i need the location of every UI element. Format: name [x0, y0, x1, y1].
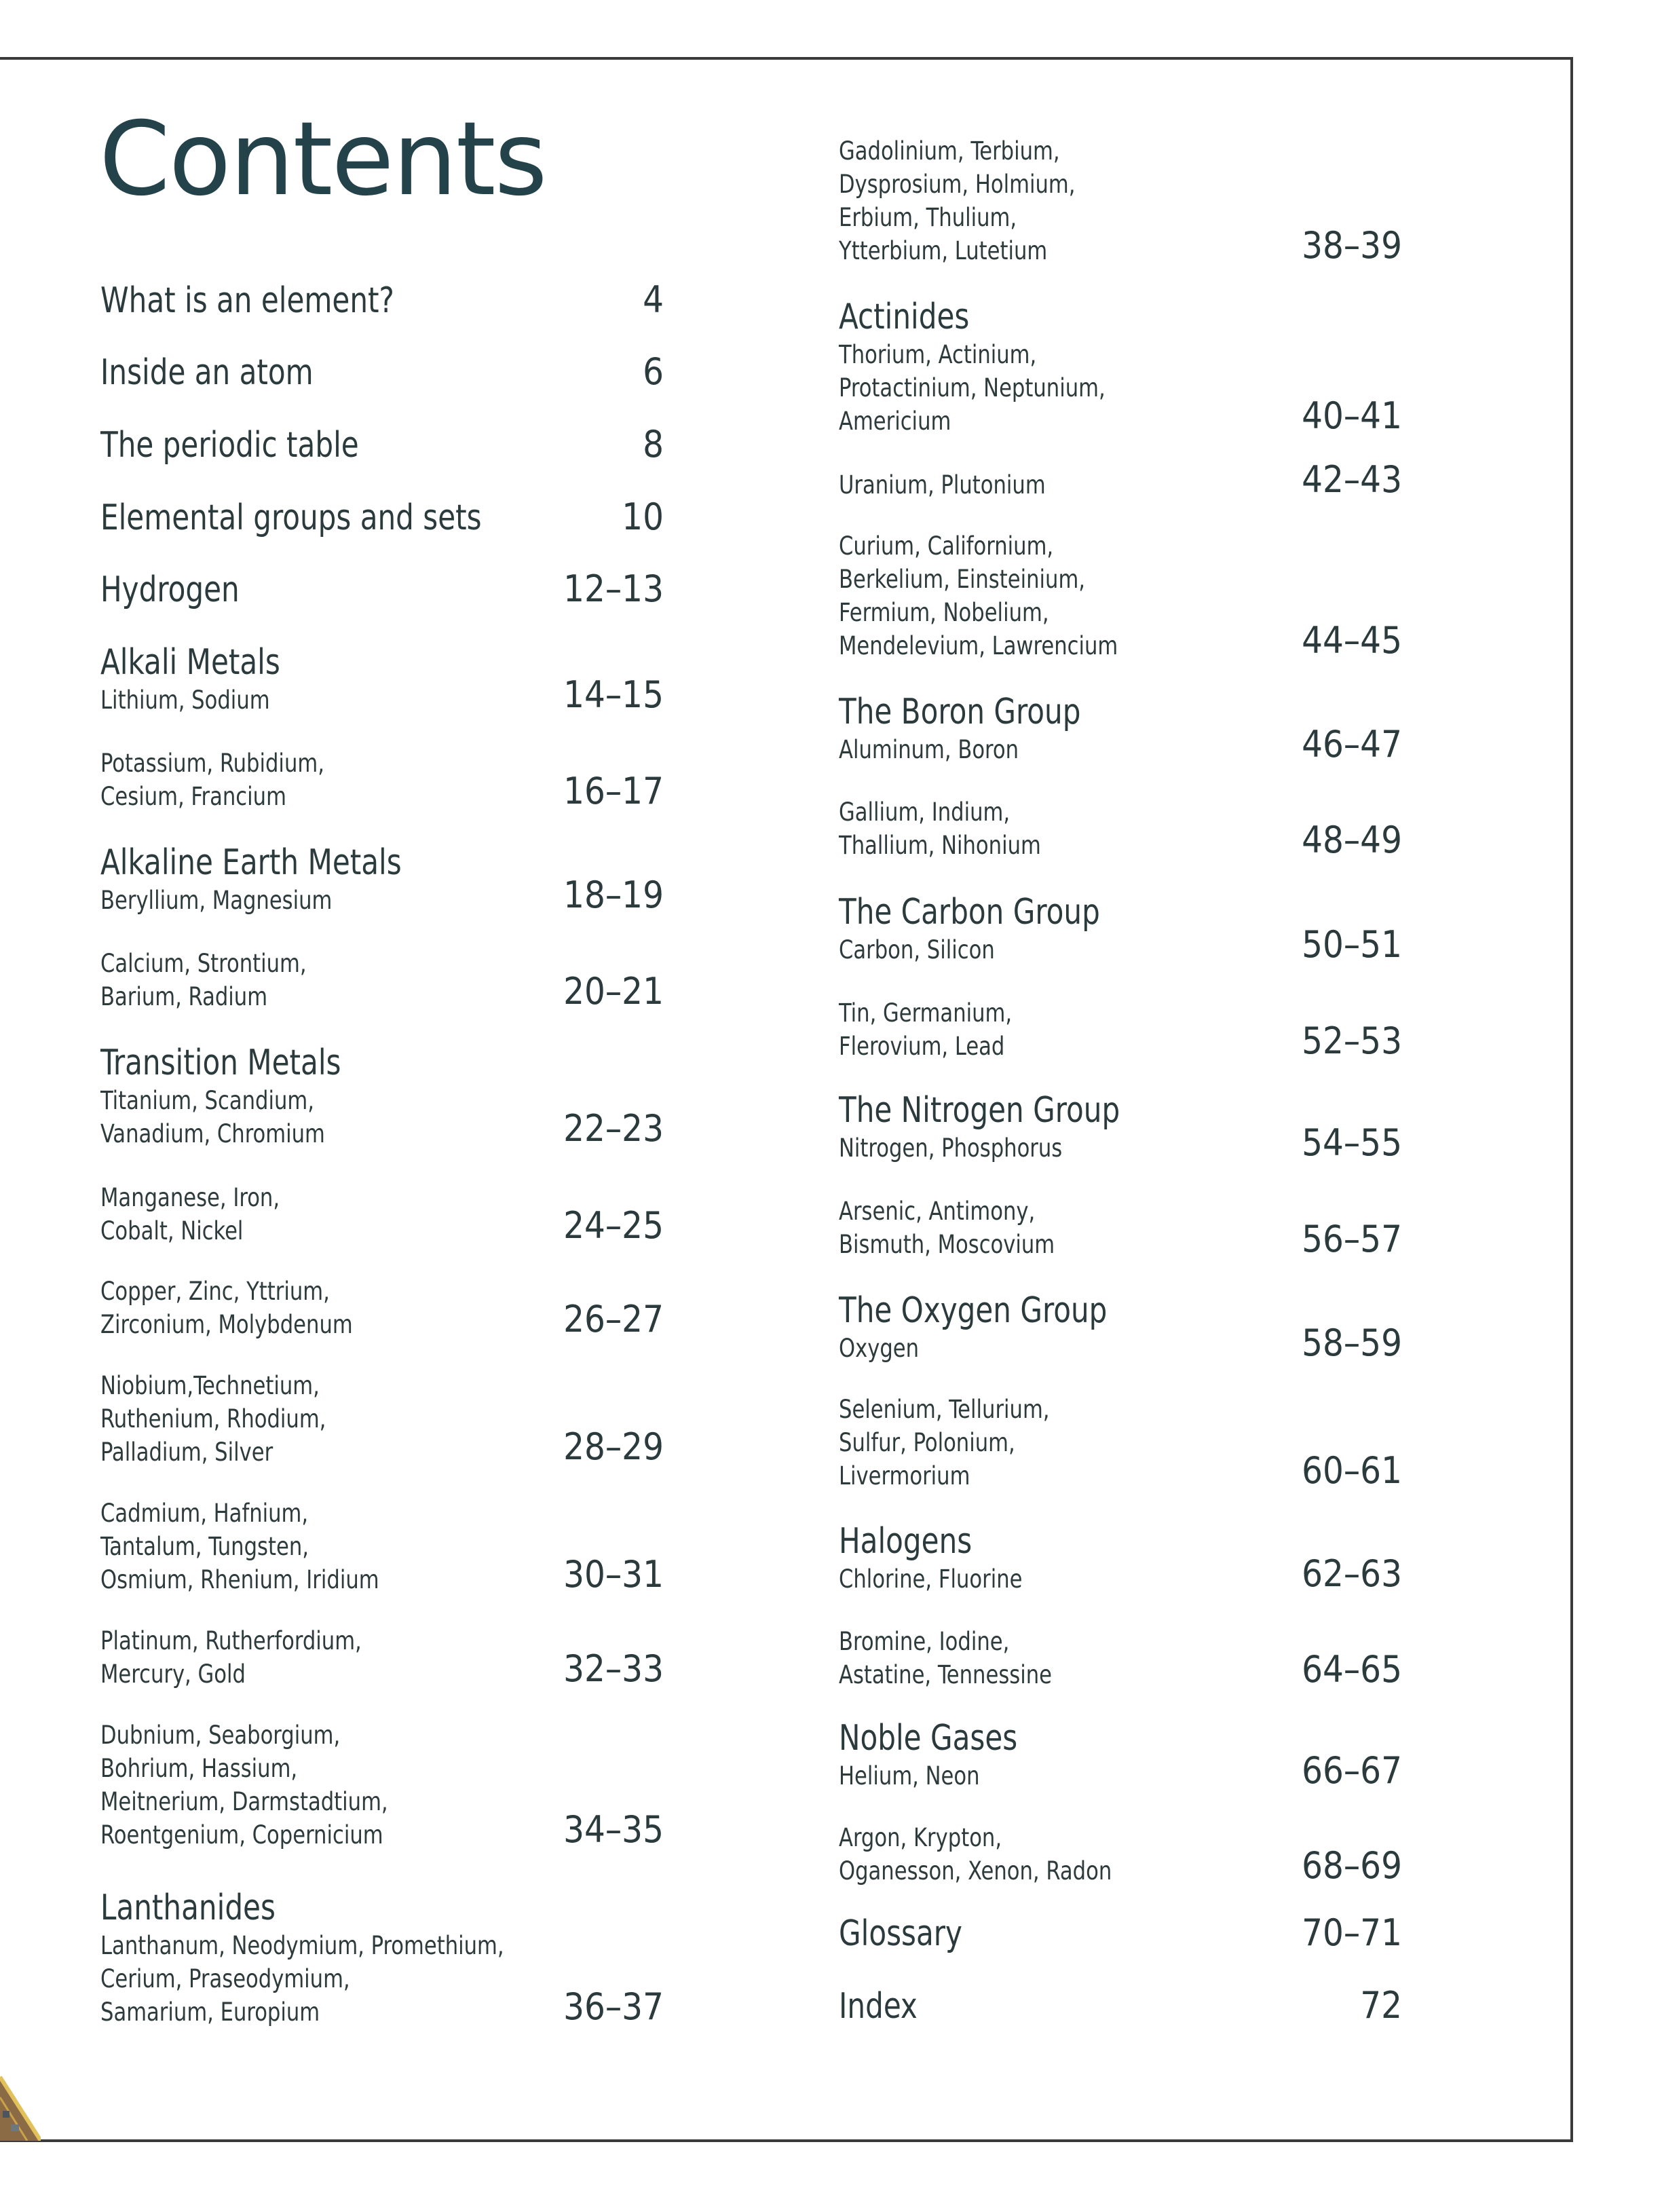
toc-page-number: 24–25	[563, 1204, 664, 1247]
toc-entry[interactable]	[839, 996, 1402, 1063]
toc-page-number: 66–67	[1302, 1749, 1402, 1792]
toc-entry[interactable]	[839, 458, 1402, 502]
toc-entry-heading: Noble Gases	[839, 1718, 1018, 1759]
toc-entry-subitem: Cobalt, Nickel	[100, 1216, 244, 1245]
toc-entry[interactable]	[100, 1369, 664, 1469]
toc-entry-subitem: Americium	[839, 407, 951, 436]
toc-entry[interactable]	[839, 1520, 1402, 1596]
toc-page-number: 46–47	[1302, 723, 1402, 766]
toc-entry-subitem: Ruthenium, Rhodium,	[100, 1404, 326, 1433]
toc-entry-heading: Alkali Metals	[100, 642, 280, 683]
toc-entry-heading: The Oxygen Group	[839, 1290, 1108, 1331]
toc-entry-subitem: Fermium, Nobelium,	[839, 598, 1049, 627]
toc-entry-subitem: Dysprosium, Holmium,	[839, 170, 1076, 199]
toc-entry-subitem: Potassium, Rubidium,	[100, 749, 324, 778]
toc-entry-subitem: Berkelium, Einsteinium,	[839, 565, 1086, 594]
toc-entry-subitem: Titanium, Scandium,	[100, 1086, 314, 1115]
toc-entry-subitem: Bromine, Iodine,	[839, 1627, 1010, 1656]
toc-entry-subitem: Zirconium, Molybdenum	[100, 1310, 353, 1339]
toc-entry-subitem: Selenium, Tellurium,	[839, 1395, 1050, 1424]
toc-entry-subitem: Cadmium, Hafnium,	[100, 1499, 309, 1528]
toc-entry-subitem: Samarium, Europium	[100, 1998, 320, 2027]
toc-entry-heading: The Boron Group	[839, 692, 1081, 732]
toc-entry-subitem: Palladium, Silver	[100, 1438, 273, 1467]
page-title: Contents	[99, 100, 546, 219]
toc-entry-heading: Elemental groups and sets	[100, 498, 482, 538]
toc-entry-subitem: Argon, Krypton,	[839, 1823, 1002, 1852]
toc-entry[interactable]	[100, 1275, 664, 1341]
toc-page-number: 68–69	[1302, 1844, 1402, 1887]
toc-entry-subitem: Mendelevium, Lawrencium	[839, 631, 1118, 660]
toc-page-number: 60–61	[1302, 1449, 1402, 1492]
toc-entry-subitem: Livermorium	[839, 1461, 970, 1491]
toc-entry-subitem: Flerovium, Lead	[839, 1032, 1005, 1061]
toc-entry[interactable]	[839, 1913, 1402, 1955]
toc-entry-subitem: Oganesson, Xenon, Radon	[839, 1856, 1112, 1886]
toc-entry[interactable]	[839, 1985, 1402, 2027]
toc-entry-subitem: Astatine, Tennessine	[839, 1660, 1053, 1689]
toc-entry[interactable]	[839, 134, 1402, 267]
toc-page-number: 30–31	[563, 1553, 664, 1596]
toc-entry[interactable]	[100, 1181, 664, 1248]
toc-entry-subitem: Protactinium, Neptunium,	[839, 373, 1106, 402]
toc-page-number: 32–33	[563, 1647, 664, 1690]
toc-entry[interactable]	[100, 947, 664, 1013]
toc-page-number: 58–59	[1302, 1321, 1402, 1364]
toc-entry-subitem: Oxygen	[839, 1334, 920, 1363]
toc-entry-heading: What is an element?	[100, 280, 394, 321]
toc-entry-heading: The Carbon Group	[839, 892, 1100, 933]
toc-entry-subitem: Mercury, Gold	[100, 1660, 246, 1689]
toc-entry-subitem: Roentgenium, Copernicium	[100, 1820, 383, 1850]
toc-entry[interactable]	[839, 529, 1402, 662]
toc-entry-heading: Halogens	[839, 1521, 972, 1562]
toc-entry-subitem: Ytterbium, Lutetium	[839, 236, 1048, 265]
toc-entry-subitem: Gallium, Indium,	[839, 798, 1011, 827]
toc-page-number: 28–29	[563, 1425, 664, 1468]
toc-entry-subitem: Platinum, Rutherfordium,	[100, 1626, 362, 1655]
toc-page-number: 50–51	[1302, 923, 1402, 966]
toc-page-number: 40–41	[1302, 394, 1402, 437]
toc-entry-subitem: Manganese, Iron,	[100, 1183, 280, 1212]
toc-entry-subitem: Cerium, Praseodymium,	[100, 1964, 350, 1993]
toc-page-number: 22–23	[563, 1107, 664, 1150]
toc-entry[interactable]	[839, 1195, 1402, 1261]
toc-entry-subitem: Cesium, Francium	[100, 782, 286, 811]
toc-entry[interactable]	[100, 747, 664, 813]
toc-page-number: 42–43	[1302, 458, 1402, 501]
toc-page-number: 16–17	[563, 770, 664, 812]
toc-entry[interactable]	[839, 795, 1402, 862]
toc-entry[interactable]	[839, 1089, 1402, 1165]
toc-entry-subitem: Dubnium, Seaborgium,	[100, 1721, 341, 1750]
toc-entry-heading: Glossary	[839, 1913, 962, 1954]
toc-entry[interactable]	[839, 691, 1402, 766]
toc-page-number: 26–27	[563, 1298, 664, 1341]
toc-page-number: 10	[622, 495, 664, 538]
toc-entry-subitem: Tantalum, Tungsten,	[100, 1532, 309, 1561]
toc-page-number: 72	[1360, 1984, 1402, 2027]
toc-entry-subitem: Aluminum, Boron	[839, 735, 1019, 764]
toc-entry[interactable]	[100, 1042, 664, 1150]
toc-entry-subitem: Arsenic, Antimony,	[839, 1197, 1036, 1226]
toc-entry[interactable]	[100, 1497, 664, 1596]
toc-entry-subitem: Nitrogen, Phosphorus	[839, 1133, 1063, 1163]
toc-entry-subitem: Bismuth, Moscovium	[839, 1230, 1055, 1259]
toc-entry-subitem: Thorium, Actinium,	[839, 340, 1037, 369]
toc-entry-subitem: Niobium,Technetium,	[100, 1371, 320, 1400]
toc-entry[interactable]	[100, 352, 664, 394]
toc-entry-subitem: Thallium, Nihonium	[839, 831, 1041, 860]
toc-entry[interactable]	[100, 569, 664, 611]
toc-entry-heading: Inside an atom	[100, 352, 314, 393]
toc-entry[interactable]	[839, 296, 1402, 438]
toc-page-number: 52–53	[1302, 1019, 1402, 1062]
toc-entry-subitem: Helium, Neon	[839, 1761, 980, 1791]
toc-entry[interactable]	[100, 1887, 664, 2029]
toc-page-number: 18–19	[563, 874, 664, 916]
toc-entry[interactable]	[839, 891, 1402, 967]
toc-page-number: 4	[643, 278, 664, 321]
toc-page-number: 54–55	[1302, 1121, 1402, 1164]
toc-entry-subitem: Lithium, Sodium	[100, 686, 270, 715]
toc-page-number: 34–35	[563, 1808, 664, 1851]
toc-entry-heading: Hydrogen	[100, 569, 240, 610]
toc-entry[interactable]	[839, 1625, 1402, 1691]
toc-entry-heading: The Nitrogen Group	[839, 1090, 1120, 1131]
toc-entry-subitem: Uranium, Plutonium	[839, 470, 1046, 500]
toc-entry-subitem: Vanadium, Chromium	[100, 1119, 325, 1148]
toc-entry-subitem: Beryllium, Magnesium	[100, 886, 333, 915]
toc-page-number: 44–45	[1302, 619, 1402, 662]
toc-entry-heading: Index	[839, 1986, 918, 2027]
frame-bottom-border	[0, 2139, 1573, 2142]
toc-entry[interactable]	[100, 842, 664, 917]
toc-entry[interactable]	[100, 1719, 664, 1852]
toc-entry-subitem: Calcium, Strontium,	[100, 949, 307, 978]
frame-right-border	[1570, 57, 1573, 2142]
toc-entry-subitem: Sulfur, Polonium,	[839, 1428, 1015, 1457]
toc-page-number: 38–39	[1302, 224, 1402, 267]
toc-page-number: 48–49	[1302, 819, 1402, 861]
toc-page-number: 36–37	[563, 1985, 664, 2028]
toc-entry[interactable]	[839, 1821, 1402, 1888]
toc-entry[interactable]	[839, 1393, 1402, 1493]
toc-entry-subitem: Copper, Zinc, Yttrium,	[100, 1277, 330, 1306]
toc-page-number: 20–21	[563, 970, 664, 1013]
toc-entry-subitem: Carbon, Silicon	[839, 935, 995, 964]
toc-entry-subitem: Meitnerium, Darmstadtium,	[100, 1787, 388, 1816]
toc-page-number: 6	[643, 350, 664, 393]
toc-entry[interactable]	[100, 641, 664, 717]
toc-entry-subitem: Tin, Germanium,	[839, 998, 1013, 1028]
toc-page-number: 70–71	[1302, 1911, 1402, 1954]
toc-entry[interactable]	[100, 424, 664, 466]
toc-page-number: 12–13	[563, 567, 664, 610]
toc-page-number: 8	[643, 423, 664, 466]
toc-entry-heading: Lanthanides	[100, 1888, 276, 1928]
toc-entry-heading: Transition Metals	[100, 1043, 341, 1083]
toc-entry-subitem: Gadolinium, Terbium,	[839, 136, 1060, 166]
corner-decorative-image	[0, 2057, 41, 2141]
toc-entry[interactable]	[100, 497, 664, 539]
toc-entry-subitem: Chlorine, Fluorine	[839, 1564, 1023, 1594]
frame-top-border	[0, 57, 1573, 60]
toc-entry-subitem: Bohrium, Hassium,	[100, 1754, 298, 1783]
toc-entry-subitem: Lanthanum, Neodymium, Promethium,	[100, 1931, 504, 1960]
toc-entry-subitem: Curium, Californium,	[839, 531, 1054, 561]
toc-page-number: 56–57	[1302, 1218, 1402, 1260]
toc-entry[interactable]	[839, 1290, 1402, 1365]
toc-entry[interactable]	[839, 1717, 1402, 1793]
toc-entry-subitem: Barium, Radium	[100, 982, 268, 1011]
toc-entry-heading: Alkaline Earth Metals	[100, 842, 402, 883]
toc-page-number: 64–65	[1302, 1648, 1402, 1691]
toc-entry-subitem: Erbium, Thulium,	[839, 203, 1017, 232]
toc-entry-heading: Actinides	[839, 297, 970, 337]
toc-entry[interactable]	[100, 280, 664, 322]
toc-page-number: 14–15	[563, 673, 664, 716]
toc-page-number: 62–63	[1302, 1552, 1402, 1595]
toc-entry-heading: The periodic table	[100, 425, 359, 466]
toc-entry[interactable]	[100, 1624, 664, 1691]
toc-entry-subitem: Osmium, Rhenium, Iridium	[100, 1565, 379, 1594]
